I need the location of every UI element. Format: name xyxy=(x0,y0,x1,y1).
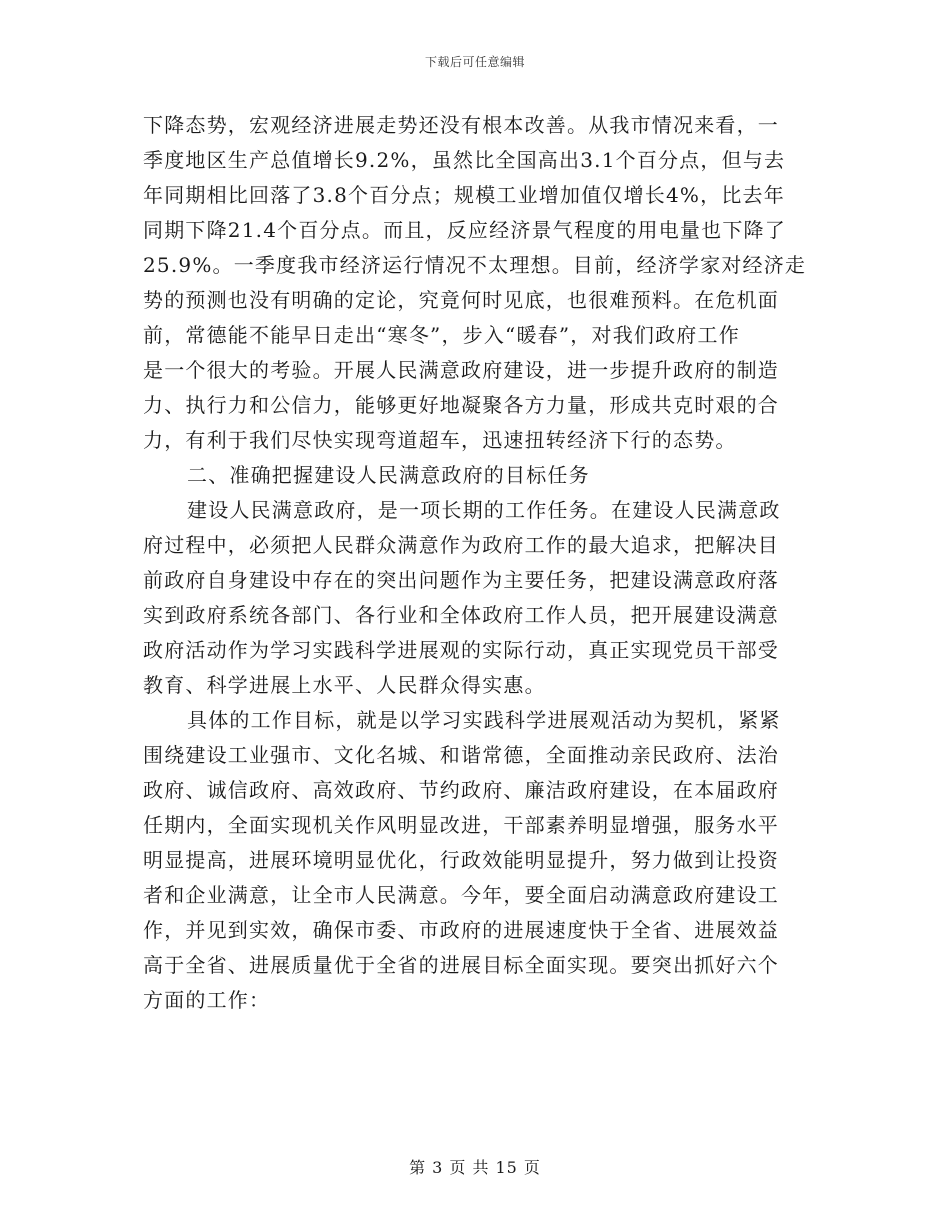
text-line: 高于全省、进展质量优于全省的进展目标全面实现。要突出抓好六个 xyxy=(143,953,779,977)
text-line: 力，有利于我们尽快实现弯道超车，迅速扭转经济下行的态势。 xyxy=(143,428,737,452)
text-line: 实到政府系统各部门、各行业和全体政府工作人员，把开展建设满意 xyxy=(143,603,779,627)
text-line: 府过程中，必须把人民群众满意作为政府工作的最大追求，把解决目 xyxy=(143,533,779,557)
text-line: 政府活动作为学习实践科学进展观的实际行动，真正实现党员干部受 xyxy=(143,638,779,662)
text-line: 季度地区生产总值增长9.2%，虽然比全国高出3.1个百分点，但与去 xyxy=(143,148,786,172)
paragraph-economic-situation xyxy=(143,108,807,458)
text-line: 势的预测也没有明确的定论，究竟何时见底，也很难预料。在危机面 xyxy=(143,288,779,312)
footer-suffix: 页 xyxy=(523,1158,541,1177)
text-line: 年同期相比回落了3.8个百分点；规模工业增加值仅增长4%，比去年 xyxy=(143,183,785,207)
text-line: 前，常德能不能早日走出“寒冬”，步入“暖春”，对我们政府工作 xyxy=(143,323,740,347)
text-line: 政府、诚信政府、高效政府、节约政府、廉洁政府建设，在本届政府 xyxy=(143,778,779,802)
text-line: 方面的工作： xyxy=(143,988,271,1012)
page-header-note: 下载后可任意编辑 xyxy=(424,55,525,69)
page-number-footer xyxy=(0,1155,950,1178)
footer-middle: 页 共 xyxy=(449,1158,490,1177)
document-body xyxy=(143,108,807,1018)
text-line: 力、执行力和公信力，能够更好地凝聚各方力量，形成共克时艰的合 xyxy=(143,393,779,417)
section-heading-text: 二、准确把握建设人民满意政府的目标任务 xyxy=(187,463,590,487)
current-page-number: 3 xyxy=(432,1158,444,1177)
text-line: 围绕建设工业强市、文化名城、和谐常德，全面推动亲民政府、法治 xyxy=(143,743,779,767)
total-pages-number: 15 xyxy=(495,1158,518,1177)
text-line: 具体的工作目标，就是以学习实践科学进展观活动为契机，紧紧 xyxy=(187,708,781,732)
paragraph-long-term-task xyxy=(143,493,807,703)
section-heading xyxy=(143,458,807,493)
text-line: 同期下降21.4个百分点。而且，反应经济景气程度的用电量也下降了 xyxy=(143,218,786,242)
text-line: 前政府自身建设中存在的突出问题作为主要任务，把建设满意政府落 xyxy=(143,568,779,592)
text-line: 作，并见到实效，确保市委、市政府的进展速度快于全省、进展效益 xyxy=(143,918,779,942)
text-line: 25.9%。一季度我市经济运行情况不太理想。目前，经济学家对经济走 xyxy=(143,253,807,277)
paragraph-work-goals xyxy=(143,703,807,1018)
text-line: 教育、科学进展上水平、人民群众得实惠。 xyxy=(143,673,546,697)
footer-prefix: 第 xyxy=(409,1158,427,1177)
text-line: 者和企业满意，让全市人民满意。今年，要全面启动满意政府建设工 xyxy=(143,883,779,907)
text-line: 明显提高，进展环境明显优化，行政效能明显提升，努力做到让投资 xyxy=(143,848,779,872)
text-line: 建设人民满意政府，是一项长期的工作任务。在建设人民满意政 xyxy=(187,498,781,522)
text-line: 任期内，全面实现机关作风明显改进，干部素养明显增强，服务水平 xyxy=(143,813,779,837)
text-line: 下降态势，宏观经济进展走势还没有根本改善。从我市情况来看，一 xyxy=(143,113,779,137)
text-line: 是一个很大的考验。开展人民满意政府建设，进一步提升政府的制造 xyxy=(143,358,779,382)
